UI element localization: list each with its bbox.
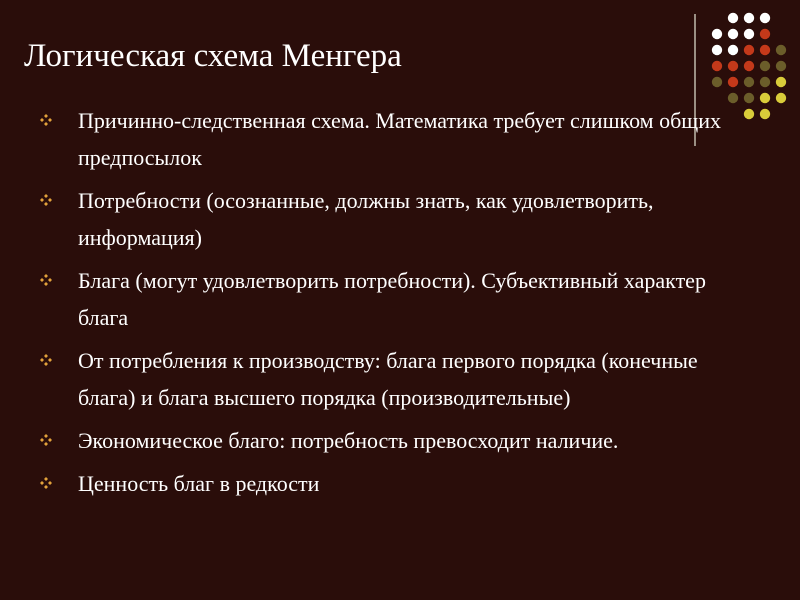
decoration-dot <box>776 45 786 55</box>
decoration-dot <box>728 29 738 39</box>
decoration-dot <box>728 45 738 55</box>
decoration-dot <box>760 77 770 87</box>
decoration-dot <box>744 29 754 39</box>
bullet-text: Блага (могут удовлетворить потребности). Субъективный характер блага <box>78 268 706 330</box>
bullet-item <box>40 422 760 459</box>
diamond-bullet-icon <box>40 434 52 446</box>
decoration-dot <box>744 77 754 87</box>
bullet-item <box>40 262 760 336</box>
decoration-dot <box>760 13 770 23</box>
diamond-bullet-icon <box>40 354 52 366</box>
bullet-item <box>40 182 760 256</box>
bullet-list <box>40 102 760 508</box>
bullet-text: Ценность благ в редкости <box>78 471 320 496</box>
bullet-item <box>40 342 760 416</box>
bullet-text: Причинно-следственная схема. Математика требует слишком общих предпосылок <box>78 108 721 170</box>
decoration-dot <box>712 77 722 87</box>
decoration-dot <box>728 13 738 23</box>
decoration-dot <box>760 45 770 55</box>
bullet-text: Экономическое благо: потребность превосходит наличие. <box>78 428 619 453</box>
decoration-dot <box>744 13 754 23</box>
decoration-dot <box>728 61 738 71</box>
bullet-item <box>40 465 760 502</box>
decoration-dot <box>776 77 786 87</box>
decoration-dot <box>760 29 770 39</box>
diamond-bullet-icon <box>40 477 52 489</box>
diamond-bullet-icon <box>40 194 52 206</box>
decoration-dot <box>760 61 770 71</box>
decoration-dot <box>776 93 786 103</box>
decoration-dot <box>712 61 722 71</box>
bullet-text: От потребления к производству: блага первого порядка (конечные блага) и блага высшего порядка (производительные) <box>78 348 698 410</box>
bullet-text: Потребности (осознанные, должны знать, как удовлетворить, информация) <box>78 188 654 250</box>
decoration-dot <box>760 109 770 119</box>
decoration-dot <box>776 61 786 71</box>
diamond-bullet-icon <box>40 274 52 286</box>
diamond-bullet-icon <box>40 114 52 126</box>
decoration-dot <box>712 45 722 55</box>
decoration-dot <box>728 77 738 87</box>
decoration-dot <box>760 93 770 103</box>
bullet-item <box>40 102 760 176</box>
decoration-dot <box>744 61 754 71</box>
slide-title: Логическая схема Менгера <box>24 38 402 74</box>
decoration-dot <box>712 29 722 39</box>
decoration-dot <box>744 45 754 55</box>
